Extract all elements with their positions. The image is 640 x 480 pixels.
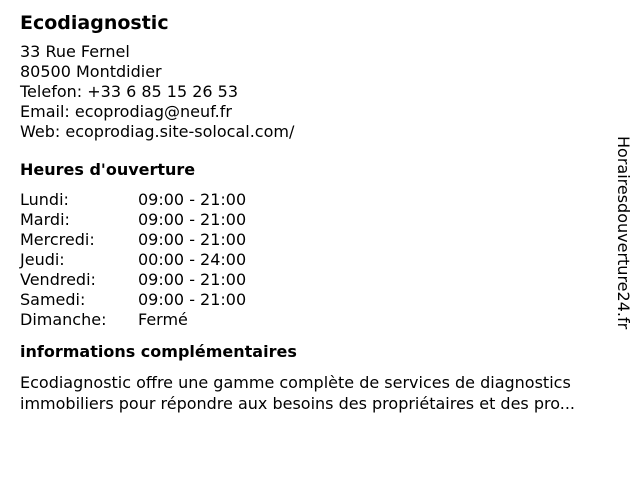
business-name: Ecodiagnostic	[20, 12, 169, 34]
description-line: Ecodiagnostic offre une gamme complète de services de diagnostics	[20, 373, 571, 392]
hours-row-mercredi	[20, 230, 610, 250]
opening-hours-title: Heures d'ouverture	[20, 160, 196, 179]
hours-day: Vendredi:	[20, 270, 96, 289]
site-brand-vertical: Horairesdouverture24.fr	[614, 136, 633, 330]
business-card	[20, 10, 610, 414]
email-line: Email: ecoprodiag@neuf.fr	[20, 102, 232, 121]
hours-day: Mercredi:	[20, 230, 95, 249]
hours-row-samedi	[20, 290, 610, 310]
hours-row-dimanche	[20, 310, 610, 330]
hours-row-jeudi	[20, 250, 610, 270]
hours-time: 09:00 - 21:00	[138, 230, 247, 249]
hours-day: Jeudi:	[20, 250, 65, 269]
hours-day: Samedi:	[20, 290, 86, 309]
hours-day: Dimanche:	[20, 310, 107, 329]
hours-time: 09:00 - 21:00	[138, 290, 247, 309]
hours-time: 00:00 - 24:00	[138, 250, 247, 269]
description-line: immobiliers pour répondre aux besoins des propriétaires et des pro...	[20, 394, 575, 413]
address-street: 33 Rue Fernel	[20, 42, 130, 61]
address-city: 80500 Montdidier	[20, 62, 162, 81]
opening-hours-table	[20, 190, 610, 330]
hours-day: Lundi:	[20, 190, 69, 209]
hours-time: Fermé	[138, 310, 188, 329]
phone-line: Telefon: +33 6 85 15 26 53	[20, 82, 239, 101]
additional-info-title: informations complémentaires	[20, 342, 297, 361]
hours-row-vendredi	[20, 270, 610, 290]
hours-row-lundi	[20, 190, 610, 210]
hours-time: 09:00 - 21:00	[138, 270, 247, 289]
business-description	[20, 372, 630, 414]
hours-time: 09:00 - 21:00	[138, 190, 247, 209]
hours-row-mardi	[20, 210, 610, 230]
hours-time: 09:00 - 21:00	[138, 210, 247, 229]
web-line: Web: ecoprodiag.site-solocal.com/	[20, 122, 295, 141]
hours-day: Mardi:	[20, 210, 70, 229]
